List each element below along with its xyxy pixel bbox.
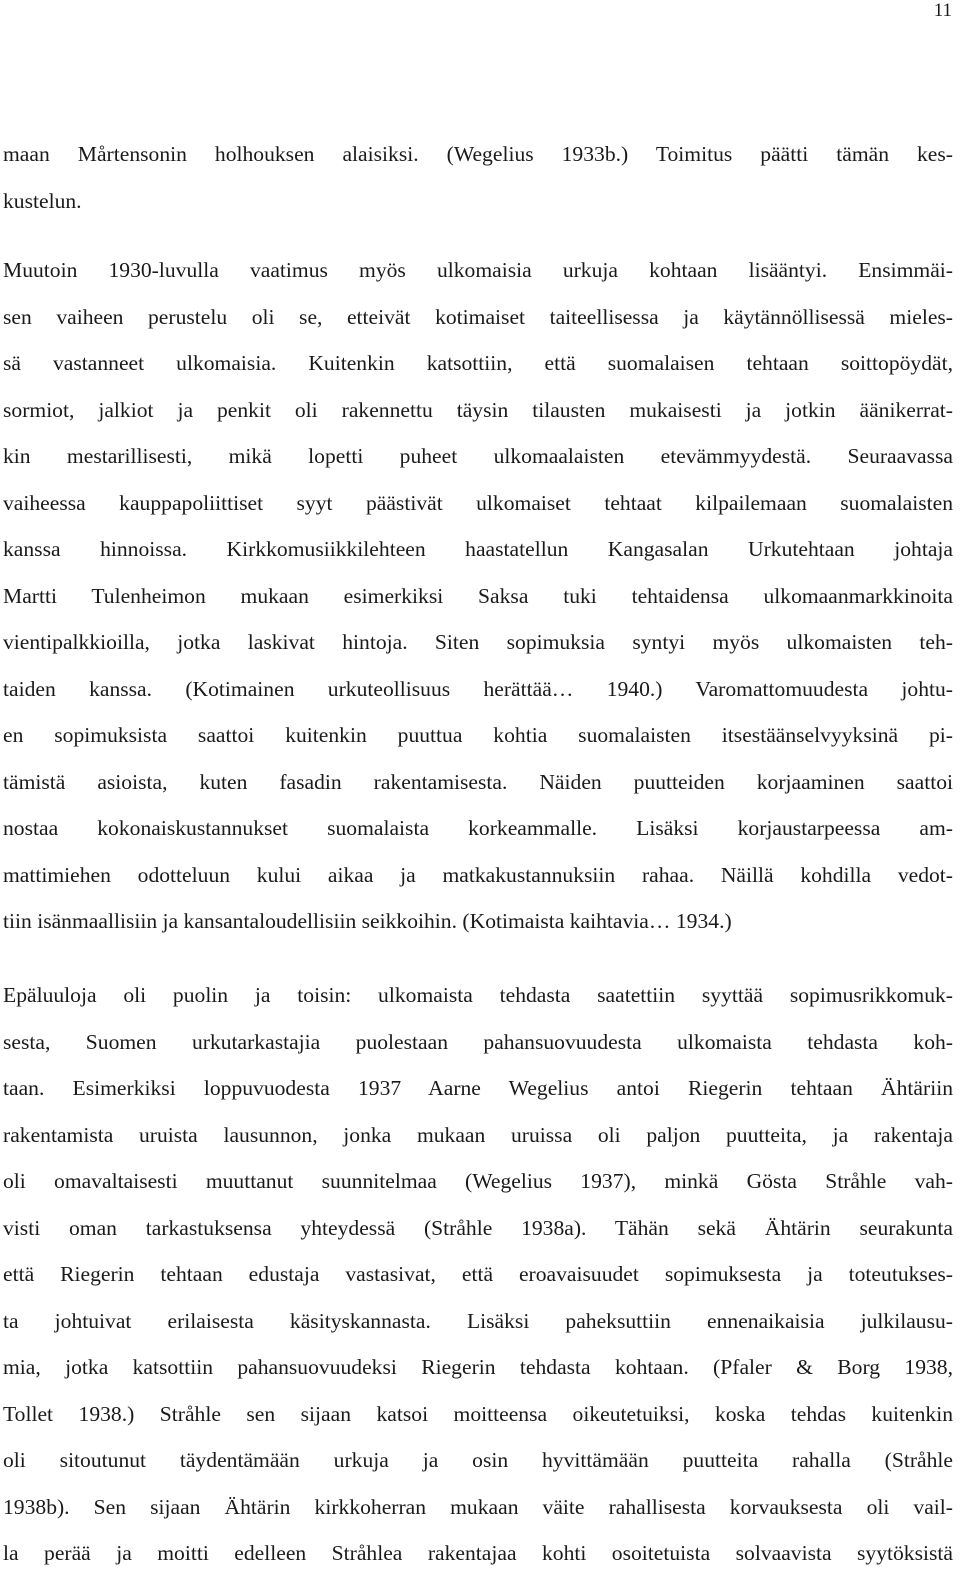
text-line: kustelun.: [3, 188, 82, 213]
text-line: sen vaiheen perustelu oli se, etteivät kotimaiset taiteellisessa ja käytännöllisessä mieles-: [3, 304, 953, 329]
text-line: taiden kanssa. (Kotimainen urkuteollisuus herättää… 1940.) Varomattomuudesta johtu-: [3, 676, 953, 701]
text-line: mia, jotka katsottiin pahansuovuudeksi Riegerin tehdasta kohtaan. (Pfaler & Borg 1938,: [3, 1355, 953, 1379]
text-line: kin mestarillisesti, mikä lopetti puheet ulkomaalaisten etevämmyydestä. Seuraavassa: [3, 444, 953, 468]
text-line: sormiot, jalkiot ja penkit oli rakennettu täysin tilausten mukaisesti ja jotkin äänikerrat-: [3, 397, 953, 422]
text-line: vaiheessa kauppapoliittiset syyt päästivät ulkomaiset tehtaat kilpailemaan suomalaisten: [3, 490, 953, 515]
text-line: sä vastanneet ulkomaisia. Kuitenkin katsottiin, että suomalaisen tehtaan soittopöydät,: [3, 351, 953, 375]
text-line: visti oman tarkastuksensa yhteydessä (Stråhle 1938a). Tähän sekä Ähtärin seurakunta: [3, 1215, 953, 1240]
text-line: maan Mårtensonin holhouksen alaisiksi. (Wegelius 1933b.) Toimitus päätti tämän kes-: [3, 142, 953, 166]
paragraph-3: [3, 972, 953, 1577]
text-line: että Riegerin tehtaan edustaja vastasivat, että eroavaisuudet sopimuksesta ja toteutukses-: [3, 1262, 953, 1286]
text-line: mattimiehen odotteluun kului aikaa ja matkakustannuksiin rahaa. Näillä kohdilla vedot-: [3, 862, 953, 887]
text-line: 1938b). Sen sijaan Ähtärin kirkkoherran mukaan väite rahallisesta korvauksesta oli vail-: [3, 1494, 953, 1519]
text-line: en sopimuksista saattoi kuitenkin puuttua kohtia suomalaisten itsestäänselvyyksinä pi-: [3, 723, 953, 747]
paragraph-2: [3, 247, 953, 945]
text-line: rakentamista uruista lausunnon, jonka mukaan uruissa oli paljon puutteita, ja rakentaja: [3, 1122, 953, 1147]
text-line: oli omavaltaisesti muuttanut suunnitelmaa (Wegelius 1937), minkä Gösta Stråhle vah-: [3, 1169, 953, 1193]
text-line: vientipalkkioilla, jotka laskivat hintoja. Siten sopimuksia syntyi myös ulkomaisten teh-: [3, 630, 953, 654]
text-line: Muutoin 1930-luvulla vaatimus myös ulkomaisia urkuja kohtaan lisääntyi. Ensimmäi-: [3, 258, 953, 282]
text-line: Tollet 1938.) Stråhle sen sijaan katsoi moitteensa oikeutetuiksi, koska tehdas kuitenkin: [3, 1401, 953, 1426]
text-line: la perää ja moitti edelleen Stråhlea rakentajaa kohti osoitetuista solvaavista syytöksistä: [3, 1541, 953, 1565]
text-line: ta johtuivat erilaisesta käsityskannasta. Lisäksi paheksuttiin ennenaikaisia julkilausu-: [3, 1308, 953, 1333]
paragraph-1: [3, 131, 953, 224]
text-line: nostaa kokonaiskustannukset suomalaista korkeammalle. Lisäksi korjaustarpeessa am-: [3, 816, 953, 840]
text-line: oli sitoutunut täydentämään urkuja ja osin hyvittämään puutteita rahalla (Stråhle: [3, 1448, 953, 1472]
text-line: sesta, Suomen urkutarkastajia puolestaan pahansuovuudesta ulkomaista tehdasta koh-: [3, 1029, 953, 1054]
text-line: tiin isänmaallisiin ja kansantaloudellisiin seikkoihin. (Kotimaista kaihtavia… 1934.): [3, 909, 732, 933]
text-line: Martti Tulenheimon mukaan esimerkiksi Saksa tuki tehtaidensa ulkomaanmarkkinoita: [3, 583, 953, 608]
text-line: tämistä asioista, kuten fasadin rakentamisesta. Näiden puutteiden korjaaminen saattoi: [3, 769, 953, 794]
page-number: 11: [933, 0, 952, 21]
text-line: Epäluuloja oli puolin ja toisin: ulkomaista tehdasta saatettiin syyttää sopimusrikkomuk-: [3, 983, 953, 1007]
text-line: kanssa hinnoissa. Kirkkomusiikkilehteen haastatellun Kangasalan Urkutehtaan johtaja: [3, 537, 953, 561]
text-line: taan. Esimerkiksi loppuvuodesta 1937 Aarne Wegelius antoi Riegerin tehtaan Ähtäriin: [3, 1076, 953, 1100]
